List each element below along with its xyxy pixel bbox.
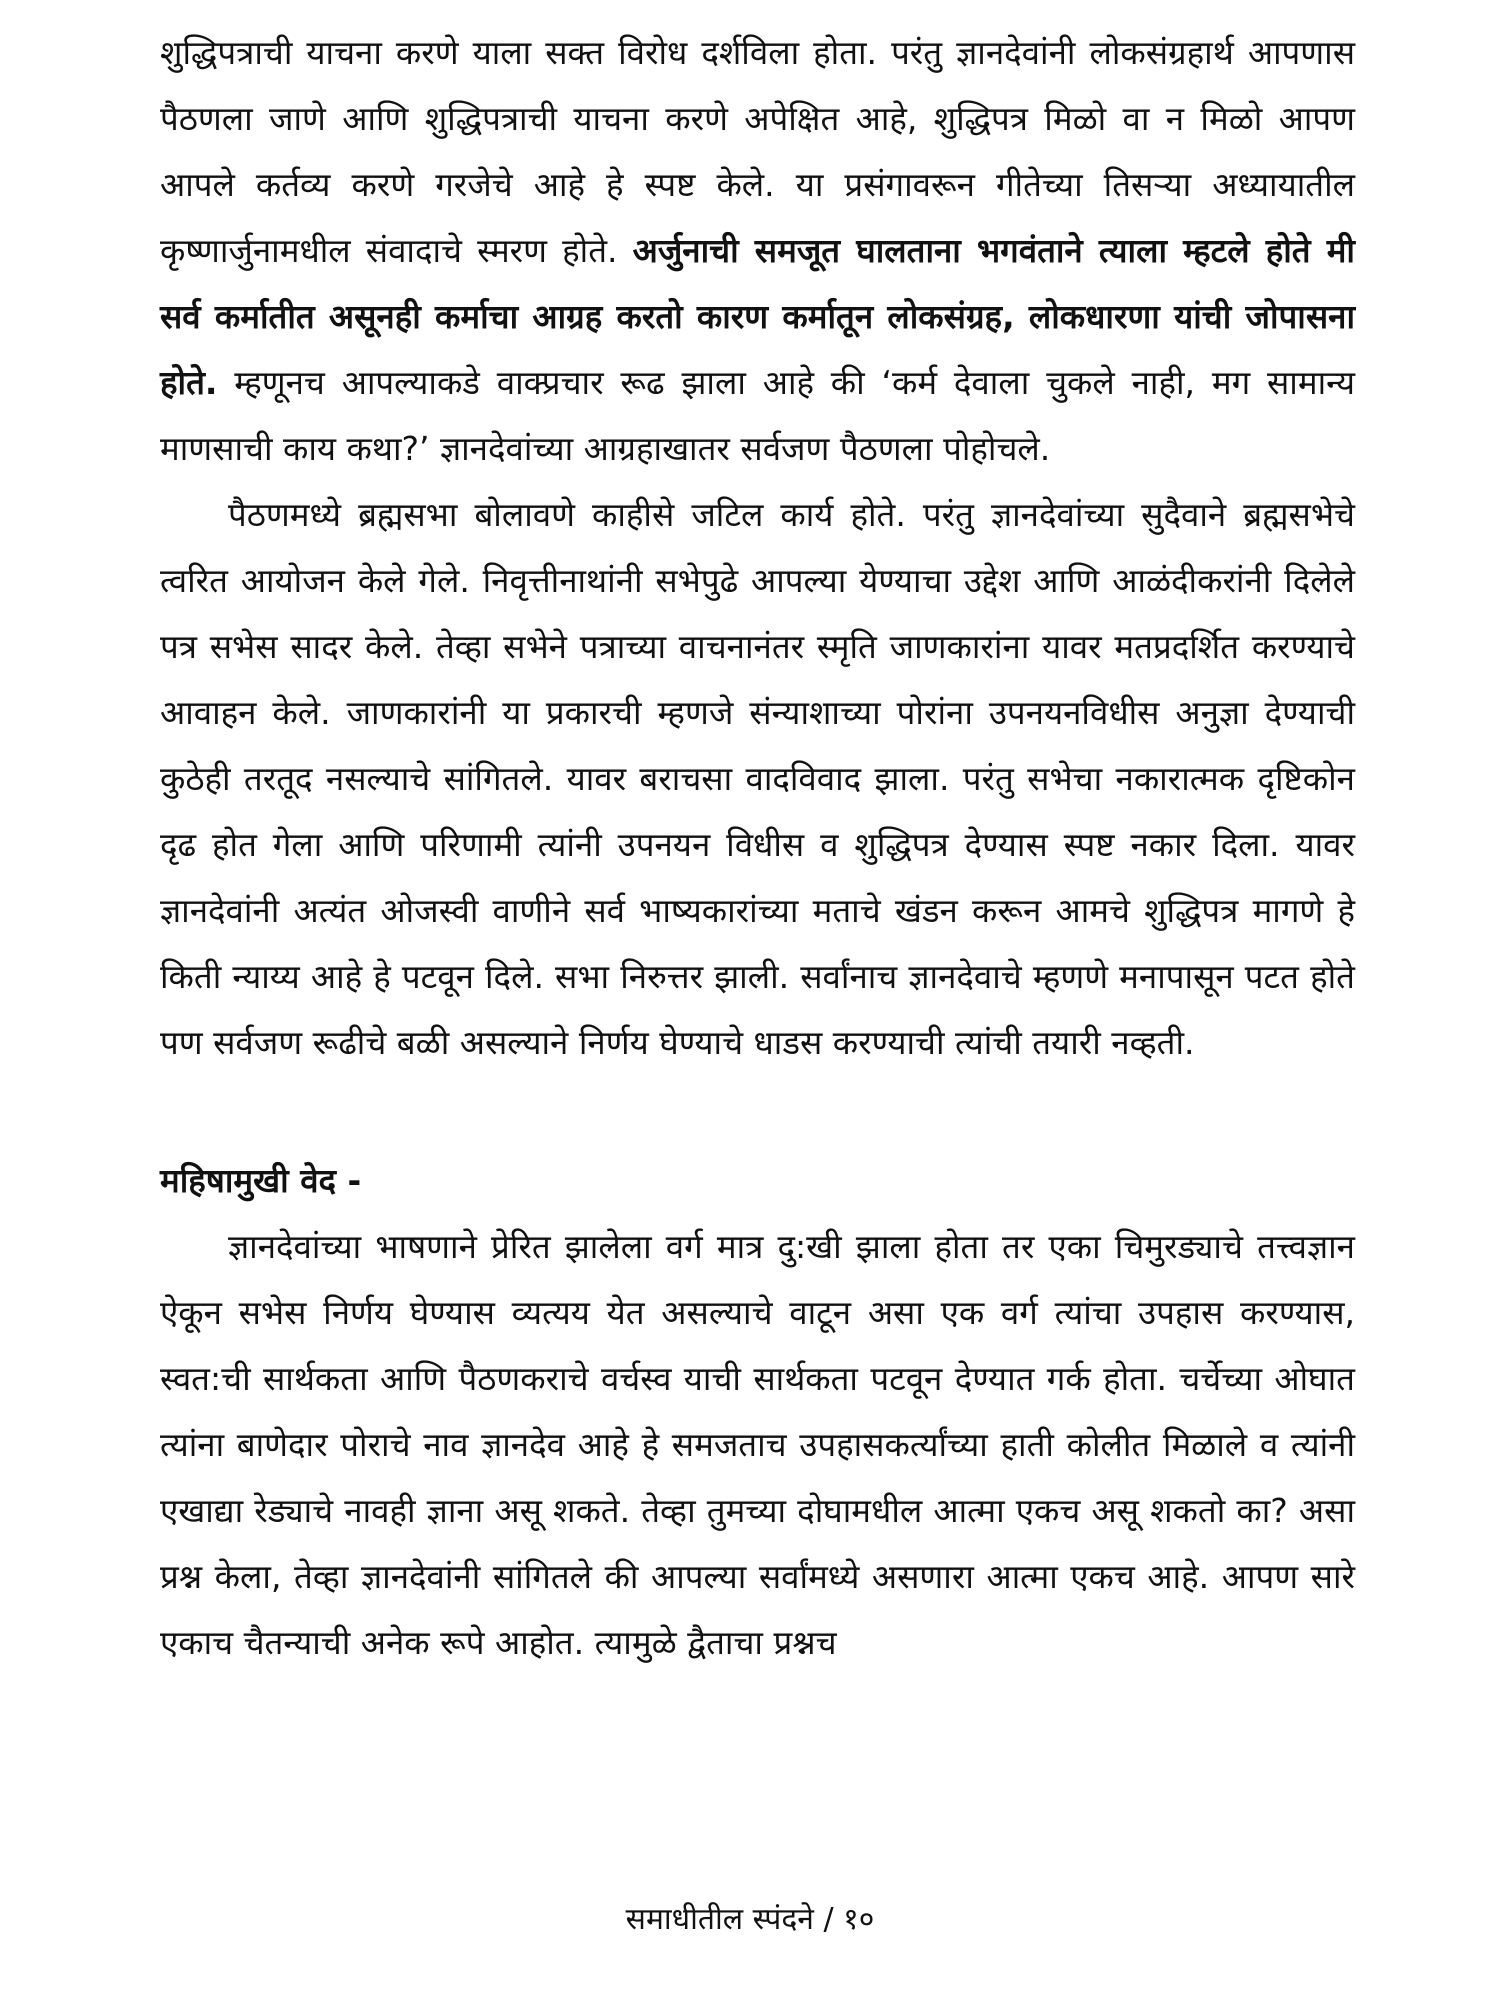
paragraph-1 [160,20,1355,482]
paragraph-1-tail: म्हणूनच आपल्याकडे वाक्प्रचार रूढ झाला आहे की ‘कर्म देवाला चुकले नाही, मग सामान्य माणसाची काय कथा?’ ज्ञानदेवांच्या आग्रहाखातर सर्वजण पैठणला पोहोचले. [160,363,1355,468]
document-page [160,20,1355,1980]
page-footer: समाधीतील स्पंदने / १० [625,1902,875,1937]
paragraph-3: ज्ञानदेवांच्या भाषणाने प्रेरित झालेला वर्ग मात्र दु:खी झाला होता तर एका चिमुरड्याचे तत्त्वज्ञान ऐकून सभेस निर्णय घेण्यास व्यत्यय येत असल्याचे वाटून असा एक वर्ग त्यांचा उपहास करण्यास, स्वत:ची सार्थकता आणि पैठणकराचे वर्चस्व याची सार्थकता पटवून देण्यात गर्क होता. चर्चेच्या ओघात त्यांना बाणेदार पोराचे नाव ज्ञानदेव आहे हे समजताच उपहासकर्त्यांच्या हाती कोलीत मिळाले व त्यांनी एखाद्या रेड्याचे नावही ज्ञाना असू शकते. तेव्हा तुमच्या दोघामधील आत्मा एकच असू शकतो का? असा प्रश्न केला, तेव्हा ज्ञानदेवांनी सांगितले की आपल्या सर्वांमध्ये असणारा आत्मा एकच आहे. आपण सारे एकाच चैतन्याची अनेक रूपे आहोत. त्यामुळे द्वैताचा प्रश्नच [160,1227,1355,1662]
paragraph-1-bold-quote: अर्जुनाची समजूत घालताना भगवंताने त्याला म्हटले होते मी सर्व कर्मातीत असूनही कर्माचा आग्रह करतो कारण कर्मातून लोकसंग्रह, लोकधारणा यांची जोपासना होते. [160,231,1355,402]
paragraph-2: पैठणमध्ये ब्रह्मसभा बोलावणे काहीसे जटिल कार्य होते. परंतु ज्ञानदेवांच्या सुदैवाने ब्रह्मसभेचे त्वरित आयोजन केले गेले. निवृत्तीनाथांनी सभेपुढे आपल्या येण्याचा उद्देश आणि आळंदीकरांनी दिलेले पत्र सभेस सादर केले. तेव्हा सभेने पत्राच्या वाचनानंतर स्मृति जाणकारांना यावर मतप्रदर्शित करण्याचे आवाहन केले. जाणकारांनी या प्रकारची म्हणजे संन्याशाच्या पोरांना उपनयनविधीस अनुज्ञा देण्याची कुठेही तरतूद नसल्याचे सांगितले. यावर बराचसा वादविवाद झाला. परंतु सभेचा नकारात्मक दृष्टिकोन दृढ होत गेला आणि परिणामी त्यांनी उपनयन विधीस व शुद्धिपत्र देण्यास स्पष्ट नकार दिला. यावर ज्ञानदेवांनी अत्यंत ओजस्वी वाणीने सर्व भाष्यकारांच्या मताचे खंडन करून आमचे शुद्धिपत्र मागणे हे किती न्याय्य आहे हे पटवून दिले. सभा निरुत्तर झाली. सर्वांनाच ज्ञानदेवाचे म्हणणे मनापासून पटत होते पण सर्वजण रूढीचे बळी असल्याने निर्णय घेण्याचे धाडस करण्याची त्यांची तयारी नव्हती. [160,495,1355,1062]
paragraph-1-lead: शुद्धिपत्राची याचना करणे याला सक्त विरोध दर्शविला होता. परंतु ज्ञानदेवांनी लोकसंग्रहार्थ आपणास पैठणला जाणे आणि शुद्धिपत्राची याचना करणे अपेक्षित आहे, शुद्धिपत्र मिळो वा न मिळो आपण आपले कर्तव्य करणे गरजेचे आहे हे स्पष्ट केले. या प्रसंगावरून गीतेच्या तिसऱ्या अध्यायातील कृष्णार्जुनामधील संवादाचे स्मरण होते. [160,33,1355,270]
section-heading: महिषामुखी वेद - [160,1161,362,1200]
